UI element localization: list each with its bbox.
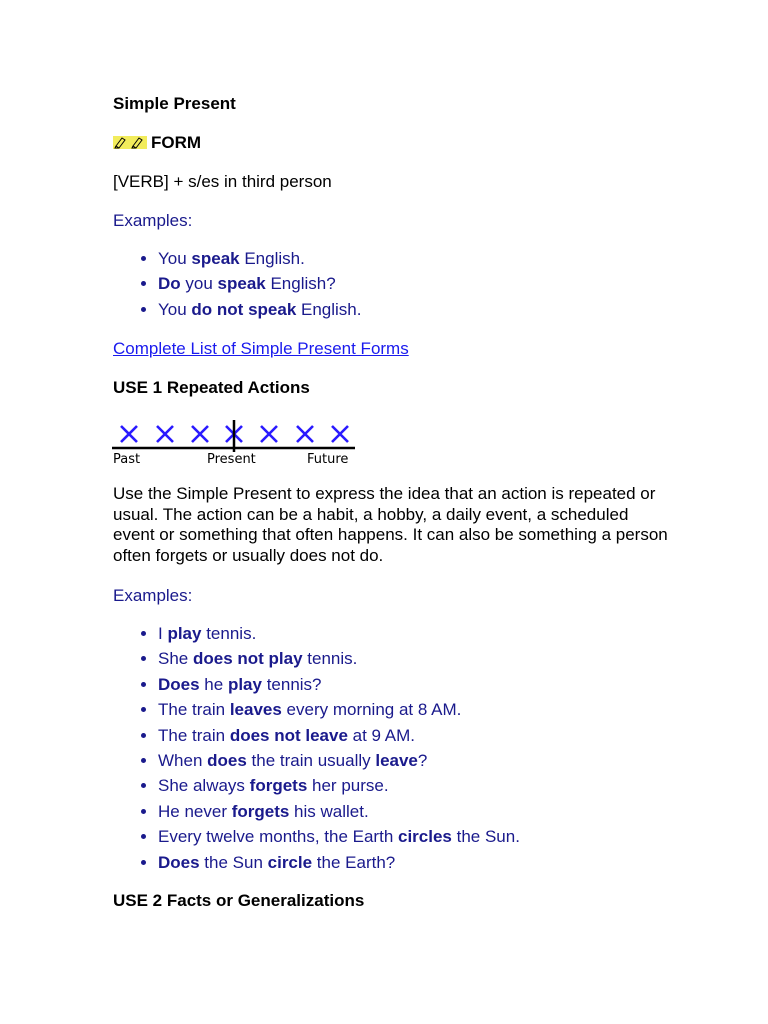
sentence-text: you [180, 274, 218, 294]
sentence-text: the train usually [246, 750, 376, 770]
verb-text: speak [217, 274, 266, 294]
sentence-text: The train [158, 700, 230, 720]
sentence-text: the Earth? [312, 852, 396, 872]
future-label: Future [307, 452, 349, 467]
sentence-text: English. [239, 249, 305, 268]
sentence-text: You [158, 249, 192, 268]
repeat-x-marker [157, 426, 173, 442]
use1-paragraph: Use the Simple Present to express the idea that an action is repeated or usual. The action can be a habit, a hobby, a daily event, a scheduled event or something that often happens. It can also be something a person often forgets or usually does not do. [113, 484, 668, 565]
sentence-text: he [199, 674, 228, 694]
sentence-text: tennis. [302, 649, 358, 669]
sentence-text: When [158, 750, 208, 770]
sentence-text: English? [265, 274, 336, 294]
complete-forms-link[interactable]: Complete List of Simple Present Forms [113, 339, 409, 358]
list-item [158, 621, 520, 646]
sentence-text: She [158, 649, 193, 669]
verb-text: forgets [231, 801, 290, 821]
verb-text: Do [158, 274, 181, 294]
sentence-text: Every twelve months, the Earth [158, 827, 398, 847]
list-item [158, 799, 520, 824]
past-label: Past [113, 452, 141, 467]
use1-examples-label: Examples: [113, 586, 193, 605]
timeline-diagram [112, 418, 362, 473]
list-item [158, 297, 361, 322]
repeat-x-marker [332, 426, 348, 442]
sentence-text: the Sun. [451, 827, 520, 847]
form-label: FORM [151, 133, 202, 152]
verb-text: Does [158, 852, 200, 872]
verb-text: Does [158, 674, 200, 694]
verb-text: does [207, 750, 247, 770]
sentence-text: every morning at 8 AM. [281, 700, 462, 720]
examples-list [113, 246, 361, 322]
use1-examples-list [113, 621, 520, 875]
sentence-text: You [158, 299, 192, 319]
list-item [158, 646, 520, 671]
sentence-text: ? [417, 750, 428, 770]
sentence-text: I [158, 624, 168, 643]
list-item [158, 773, 520, 798]
sentence-text: She always [158, 776, 250, 796]
examples-label: Examples: [113, 211, 193, 230]
list-item [158, 697, 520, 722]
repeat-x-marker [192, 426, 208, 442]
verb-text: do not speak [191, 299, 297, 319]
verb-text: circle [267, 852, 313, 872]
repeat-x-marker [261, 426, 277, 442]
verb-text: play [227, 674, 262, 694]
sentence-text: at 9 AM. [347, 725, 416, 745]
verb-text: circles [398, 827, 452, 847]
list-item [158, 271, 361, 296]
page-title: Simple Present [113, 94, 236, 113]
list-item [158, 850, 520, 875]
verb-text: leave [375, 750, 418, 770]
sentence-text: the Sun [199, 852, 268, 872]
present-label: Present [207, 452, 256, 467]
use2-heading: USE 2 Facts or Generalizations [113, 891, 365, 910]
verb-text: does not leave [229, 725, 348, 745]
list-item [158, 246, 361, 271]
repeat-x-marker [297, 426, 313, 442]
sentence-text: his wallet. [289, 801, 369, 821]
verb-text: leaves [229, 700, 282, 720]
list-item [158, 723, 520, 748]
list-item [158, 748, 520, 773]
verb-text: play [167, 624, 202, 643]
sentence-text: tennis. [201, 624, 257, 643]
verb-text: does not play [192, 649, 303, 669]
sentence-text: He never [158, 801, 232, 821]
form-formula: [VERB] + s/es in third person [113, 172, 332, 191]
repeat-x-marker [121, 426, 137, 442]
sentence-text: tennis? [261, 674, 322, 694]
use1-heading: USE 1 Repeated Actions [113, 378, 310, 397]
verb-text: forgets [249, 776, 308, 796]
form-heading [113, 133, 201, 153]
sentence-text: The train [158, 725, 230, 745]
pencil-icon [113, 136, 147, 149]
list-item [158, 672, 520, 697]
list-item [158, 824, 520, 849]
sentence-text: her purse. [307, 776, 389, 796]
verb-text: speak [191, 249, 240, 268]
timeline-graphic [112, 418, 362, 468]
sentence-text: English. [296, 299, 362, 319]
